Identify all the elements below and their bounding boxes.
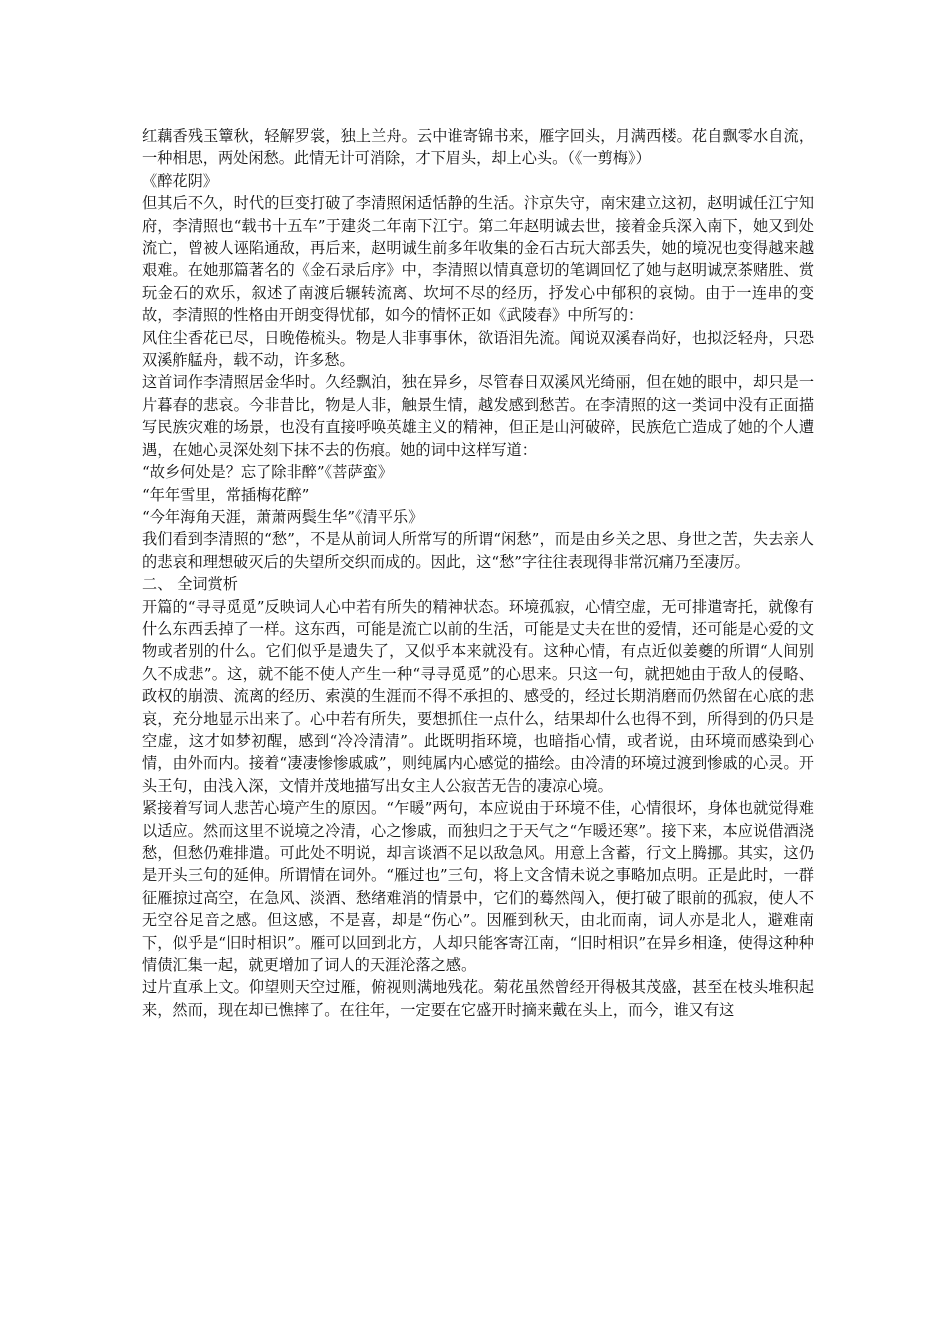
paragraph: 我们看到李清照的“愁”，不是从前词人所常写的所谓“闲愁”，而是由乡关之思、身世之苦，失去亲人的悲哀和理想破灭后的失望所交织而成的。因此，这“愁”字往往表现得非常沉痛乃至凄厉。: [142, 530, 814, 571]
paragraph: 开篇的“寻寻觅觅”反映词人心中若有所失的精神状态。环境孤寂，心情空虚，无可排遣寄托，就像有什么东西丢掉了一样。这东西，可能是流亡以前的生活，可能是丈夫在世的爱情，还可能是心爱的文物或者别的什么。它们似乎是遗失了，又似乎本来就没有。这种心情，有点近似姜夔的所谓“人间别久不成悲”。这，就不能不使人产生一种“寻寻觅觅”的心思来。只这一句，就把她由于敌人的侵略、政权的崩溃、流离的经历、索漠的生涯而不得不承担的、感受的，经过长期消磨而仍然留在心底的悲哀，充分地显示出来了。心中若有所失，要想抓住一点什么，结果却什么也得不到，所得到的仍只是空虚，这才如梦初醒，感到“冷冷清清”。此既明指环境，也暗指心情，或者说，由环境而感染到心情，由外而内。接着“凄凄惨惨戚戚”，则纯属内心感觉的描绘。由冷清的环境过渡到惨戚的心灵。开头王句，由浅入深，文情并茂地描写出女主人公寂苦无告的凄凉心境。: [142, 597, 814, 795]
document-page: [142, 125, 814, 1021]
quote-line: “今年海角天涯，萧萧两鬓生华”《清平乐》: [142, 507, 424, 526]
section-heading: 二、 全词赏析: [142, 575, 238, 594]
paragraph: 这首词作李清照居金华时。久经飘泊，独在异乡，尽管春日双溪风光绮丽，但在她的眼中，却只是一片暮春的悲哀。今非昔比，物是人非，触景生情，越发感到愁苦。在李清照的这一类词中没有正面描写民族灾难的场景，也没有直接呼唤英雄主义的精神，但正是山河破碎，民族危亡造成了她的个人遭遇，在她心灵深处刻下抹不去的伤痕。她的词中这样写道：: [142, 373, 814, 459]
quote-line: “年年雪里，常插梅花醉”: [142, 485, 310, 504]
paragraph: 但其后不久，时代的巨变打破了李清照闲适恬静的生活。汴京失守，南宋建立这初，赵明诚任江宁知府，李清照也“载书十五车”于建炎二年南下江宁。第二年赵明诚去世，接着金兵深入南下，她又到处流亡，曾被人诬陷通敌，再后来，赵明诚生前多年收集的金石古玩大部丢失，她的境况也变得越来越艰难。在她那篇著名的《金石录后序》中，李清照以情真意切的笔调回忆了她与赵明诚烹茶赌胜、赏玩金石的欢乐，叙述了南渡后辗转流离、坎坷不尽的经历，抒发心中郁积的哀恸。由于一连串的变故，李清照的性格由开朗变得忧郁，如今的情怀正如《武陵春》中所写的：: [142, 194, 814, 325]
paragraph: 紧接着写词人悲苦心境产生的原因。“乍暖”两句，本应说由于环境不佳，心情很坏，身体也就觉得难以适应。然而这里不说境之冷清，心之惨戚，而独归之于天气之“乍暖还寒”。接下来，本应说借酒浇愁，但愁仍难排遣。可此处不明说，却言谈酒不足以敌急风。用意上含蓄，行文上腾挪。其实，这仍是开头三句的延伸。所谓情在词外。“雁过也”三句，将上文含情未说之事略加点明。正是此时，一群征雁掠过高空，在急风、淡酒、愁绪难消的情景中，它们的蓦然闯入，便打破了眼前的孤寂，使人不无空谷足音之感。但这感，不是喜，却是“伤心”。因雁到秋天，由北而南，词人亦是北人，避难南下，似乎是“旧时相识”。雁可以回到北方，人却只能客寄江南，“旧时相识”在异乡相逢，使得这种种情债汇集一起，就更增加了词人的天涯沦落之感。: [142, 799, 814, 975]
paragraph: 风住尘香花已尽，日晚倦梳头。物是人非事事休，欲语泪先流。闻说双溪春尚好，也拟泛轻舟，只恐双溪舴艋舟，载不动，许多愁。: [142, 328, 814, 370]
paragraph: 《醉花阴》: [142, 171, 218, 190]
paragraph: 红藕香残玉簟秋，轻解罗裳，独上兰舟。云中谁寄锦书来，雁字回头，月满西楼。花自飘零水自流，一种相思，两处闲愁。此情无计可消除，才下眉头，却上心头。（《一剪梅》）: [142, 127, 814, 168]
quote-line: “故乡何处是？忘了除非醉”《菩萨蛮》: [142, 463, 393, 482]
paragraph: 过片直承上文。仰望则天空过雁，俯视则满地残花。菊花虽然曾经开得极其茂盛，甚至在枝头堆积起来，然而，现在却已憔摔了。在往年，一定要在它盛开时摘来戴在头上，而今，谁又有这: [142, 978, 814, 1019]
